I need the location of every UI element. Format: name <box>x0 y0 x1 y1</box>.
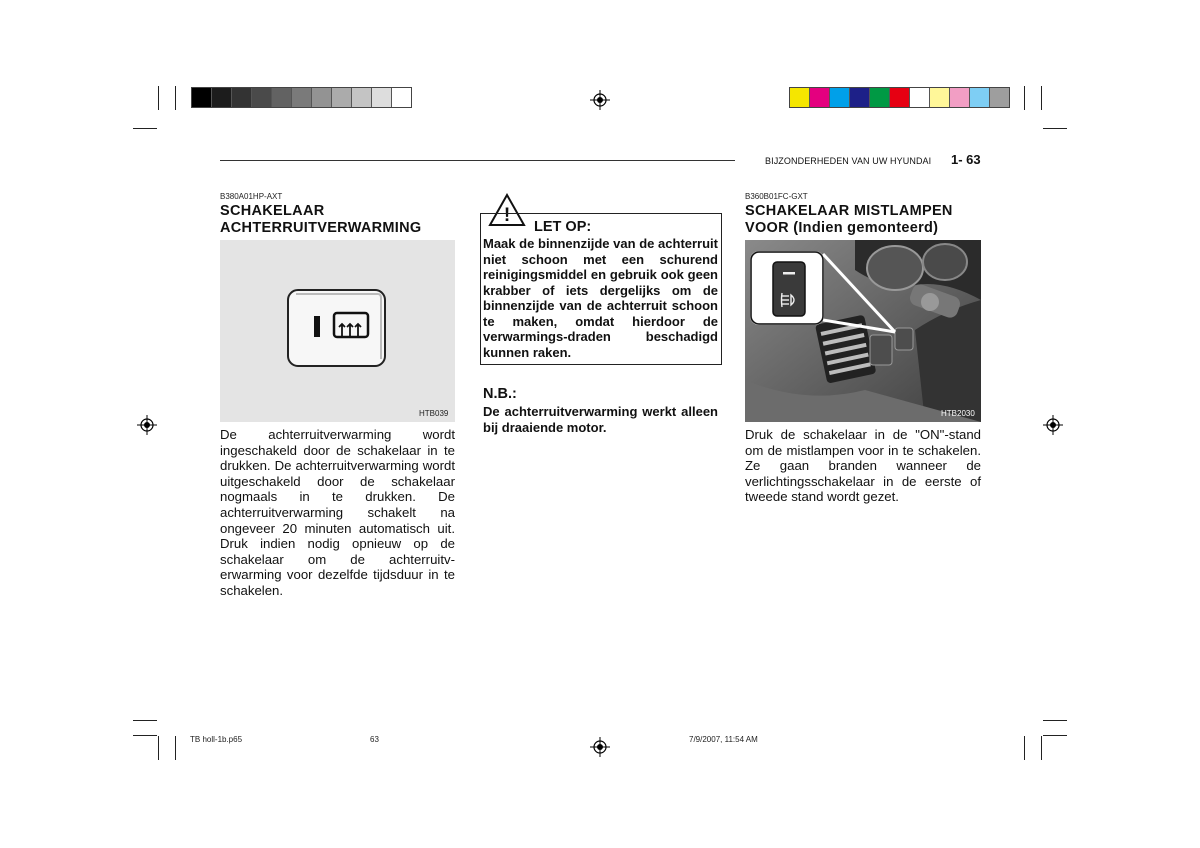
note-title: N.B.: <box>483 386 517 402</box>
registration-mark-icon <box>590 90 610 110</box>
color-swatch <box>372 88 392 107</box>
color-swatch <box>810 88 830 107</box>
grayscale-bar <box>191 87 412 108</box>
color-swatch <box>790 88 810 107</box>
footer-timestamp: 7/9/2007, 11:54 AM <box>689 735 758 744</box>
footer-page: 63 <box>370 735 379 744</box>
color-swatch <box>990 88 1009 107</box>
section-code: B380A01HP-AXT <box>220 192 283 201</box>
rear-defroster-section <box>220 192 455 237</box>
caution-title: LET OP: <box>534 219 592 235</box>
color-swatch <box>870 88 890 107</box>
section-heading <box>220 203 455 237</box>
fog-lamp-section <box>745 192 981 237</box>
registration-mark-icon <box>137 415 157 435</box>
heading-line: SCHAKELAAR <box>220 203 325 219</box>
svg-text:!: ! <box>503 205 511 226</box>
rear-defroster-switch-figure <box>220 240 455 422</box>
section-code: B360B01FC-GXT <box>745 192 808 201</box>
rear-defroster-body: De achterruitverwarming wordt ingeschakeld door de schakelaar in te drukken. De achterruitverwarming wordt uitgeschakeld door de schakelaar nogmaals in te drukken. De achterruitverwarming schakelt na ongeveer 20 minuten automatisch uit. Druk indien nodig opnieuw op de schakelaar om de achterruitv-erwarming voor dezelfde tijdsduur in te schakelen. <box>220 427 455 598</box>
color-swatch <box>252 88 272 107</box>
figure-code: HTB039 <box>419 409 449 418</box>
color-swatch <box>830 88 850 107</box>
defroster-switch-icon <box>220 240 455 422</box>
heading-line: SCHAKELAAR MISTLAMPEN <box>745 203 953 219</box>
registration-mark-icon <box>590 737 610 757</box>
color-swatch <box>332 88 352 107</box>
figure-code: HTB2030 <box>941 409 975 418</box>
section-heading <box>745 203 981 237</box>
heading-line: ACHTERRUITVERWARMING <box>220 220 422 236</box>
page-number: 1- 63 <box>951 152 981 167</box>
note-text: De achterruitverwarming werkt alleen bij draaiende motor. <box>483 404 718 435</box>
caution-text: Maak de binnenzijde van de achterruit niet schoon met een schurend reinigingsmiddel en gebruik ook geen krabber of iets dergelijks om de binnenzijde van de achterruit schoon te maken, omdat hierdoor de verwarmings-draden beschadigd kunnen raken. <box>483 236 718 360</box>
header-rule <box>220 160 735 161</box>
fog-lamp-body: Druk de schakelaar in de "ON"-stand om de mistlampen voor in te schakelen. Ze gaan branden wanneer de verlichtingsschakelaar in de eerste of tweede stand wordt gezet. <box>745 427 981 505</box>
color-swatch <box>950 88 970 107</box>
footer-file: TB holl-1b.p65 <box>190 735 243 744</box>
color-swatch <box>910 88 930 107</box>
color-bar <box>789 87 1010 108</box>
heading-line: VOOR (Indien gemonteerd) <box>745 220 939 236</box>
dashboard-photo <box>745 240 981 422</box>
color-swatch <box>192 88 212 107</box>
color-swatch <box>212 88 232 107</box>
color-swatch <box>292 88 312 107</box>
color-swatch <box>352 88 372 107</box>
color-swatch <box>970 88 990 107</box>
color-swatch <box>930 88 950 107</box>
color-swatch <box>890 88 910 107</box>
running-head: BIJZONDERHEDEN VAN UW HYUNDAI <box>765 156 932 166</box>
color-swatch <box>392 88 411 107</box>
color-swatch <box>312 88 332 107</box>
registration-mark-icon <box>1043 415 1063 435</box>
color-swatch <box>232 88 252 107</box>
color-swatch <box>272 88 292 107</box>
color-swatch <box>850 88 870 107</box>
fog-lamp-switch-figure <box>745 240 981 422</box>
